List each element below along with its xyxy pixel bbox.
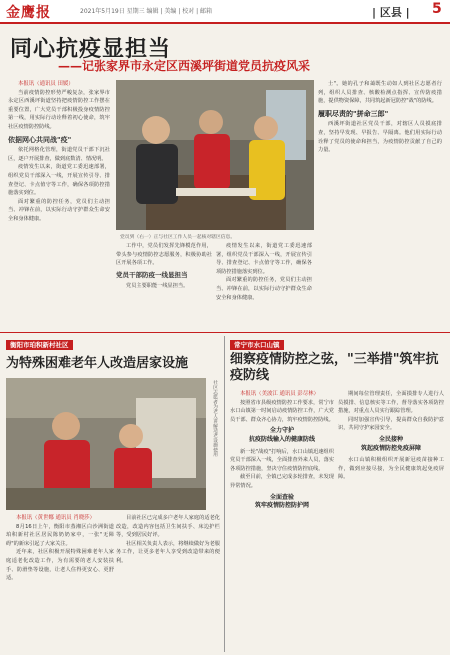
main-paragraph: 党员主要职能一线显担当。 <box>126 283 189 290</box>
main-subheadline: ——记张家界市永定区西溪坪街道党员抗疫风采 <box>58 59 311 73</box>
section-divider <box>0 332 450 333</box>
main-photo-caption: 党员到（右一）正与社区工作人员一起核对辖区信息。 <box>120 235 236 240</box>
main-byline: 本报讯（通讯员 田媛） <box>18 81 74 87</box>
right-paragraph: 新一轮"战疫"打响后，水口山镇迅速组织党员干部深入一线，全面排查外来人员，落实各项防控措施，坚决守住疫情防控底线。 <box>230 448 334 472</box>
main-subhead-2: 党员干部防疫一线显担当 <box>116 270 188 279</box>
main-col-4 <box>318 80 442 328</box>
brand-logo: 金鹰报 <box>6 5 51 21</box>
main-subhead-3: 履职尽责的"拼命三郎" <box>318 109 389 118</box>
left-photo <box>6 378 206 510</box>
right-heading-1: 全力守护 <box>269 427 294 435</box>
right-col-1 <box>230 390 334 652</box>
main-col-3 <box>216 242 312 328</box>
left-col-2 <box>116 514 220 652</box>
main-col-2 <box>116 242 212 328</box>
left-headline: 为特殊困难老年人改造居家设施 <box>6 356 189 371</box>
main-paragraph: 工作中，党员们发挥先锋模范作用，带头参与疫情防控志愿服务，积极协助社区开展各项工作。 <box>116 243 212 267</box>
main-subhead-1: 依据网心共同战"疫" <box>8 135 72 144</box>
right-headline: 细察疫情防控之弦，"三举措"筑牢抗疫防线 <box>230 352 439 383</box>
right-col-2 <box>338 390 444 652</box>
issue-info: 2021年5月19日 星期三 编辑 | 美编 | 校对 | 邮箱 <box>80 8 213 15</box>
main-paragraph: 依托网格化管理，街道党员干部下沉社区，逐户开展排查，做到底数清、情况明。 <box>8 147 110 162</box>
right-section-bar: 常宁市水口山镇 <box>230 340 284 350</box>
left-photo-illustration <box>6 378 206 510</box>
right-paragraph: 水口山镇积极组织开展新冠疫苗接种工作，做到应接尽接，为全民健康筑起免疫屏障。 <box>338 457 444 481</box>
left-paragraph: 目前社区已完成多户老年人家庭的适老化改造，改造内容包括卫生间扶手、床边护栏等，受到居民好评。 <box>116 515 220 539</box>
right-paragraph: 按照省市县级疫情防控工作要求，常宁市水口山镇第一时间启动疫情防控工作，广大党员干部、群众齐心协力，筑牢疫情防控防线。 <box>230 399 334 423</box>
main-col-1 <box>8 80 110 325</box>
right-byline: 本报讯（美波江 通讯员 彭尽林） <box>240 391 319 397</box>
page-number: 5 <box>432 1 442 17</box>
left-paragraph: 8月16日上午，衡阳市蒸湘区白沙洲街道珀积新村社区居民陈奶奶家中，一张"无障碍"的新床引起了大家关注。 <box>6 523 114 547</box>
photo-illustration <box>116 80 314 230</box>
right-heading-3b: 筑起疫情防控免疫屏障 <box>360 444 421 452</box>
main-photo <box>116 80 314 230</box>
main-paragraph: 士"。她的孔子和蔼既生动如人到社区志愿者行列，组织人员排查、核酸检测点指挥、宣传防疫措施，提供物资保障，共同筑起新冠防控"战"的防线。 <box>318 81 442 105</box>
main-paragraph: 疫情发生以来，街道党工委迅速部署，组织党员干部深入一线，开展宣传引导、排查登记、卡点值守等工作，确保各项防控措施落实到位。 <box>216 243 312 275</box>
main-paragraph: 当前疫情防控形势严峻复杂，张家界市永定区西溪坪街道坚持把疫情防控工作摆在重要位置，广大党员干部积极投身疫情防控第一线，用实际行动诠释着初心使命，筑牢社区疫情防控防线。 <box>8 89 110 130</box>
section-name: | 区县 | <box>372 6 410 19</box>
main-paragraph: 面对繁重的防控任务，党员们主动担当、冲锋在前，以实际行动守护群众生命安全和身体健康。 <box>216 277 312 301</box>
right-heading-3: 全民接种 <box>378 435 403 443</box>
right-heading-2: 全面查验 <box>269 493 294 501</box>
main-headline: 同心抗疫显担当 <box>10 37 172 62</box>
left-col-1 <box>6 514 114 652</box>
column-divider <box>224 336 225 652</box>
left-photo-caption: 社区志愿者为老人讲解适老设施使用 <box>212 380 217 457</box>
left-paragraph: 近年来，社区积极开展特殊困难老年人家庭适老化改造工作，为有需要的老人安装扶手、防滑垫等设施，让老人住得更安心、更舒适。 <box>6 549 114 582</box>
right-paragraph: 截至目前，全镇已完成多轮排查，未发现异常情况。 <box>230 474 334 489</box>
main-paragraph: 面对繁重的防控任务，党员们主动担当、冲锋在前，以实际行动守护群众生命安全和身体健康。 <box>8 198 110 222</box>
right-heading-2b: 筑牢疫情防控防护网 <box>254 502 309 510</box>
main-paragraph: 疫情发生以来，街道党工委迅速部署，组织党员干部深入一线，开展宣传引导、排查登记、卡点值守等工作，确保各项防控措施落实到位。 <box>8 164 110 197</box>
left-byline: 本报讯（黄世娜 通讯员 肖晓莎） <box>16 515 95 521</box>
left-section-bar: 衡阳市珀积新村社区 <box>6 340 73 350</box>
right-paragraph: 同时加强宣传引导，提高群众自我防护意识，共同守护家园安全。 <box>338 416 444 432</box>
right-paragraph: 期间每位管理责任，全面摸排专人进行人员摸排、信息核实等工作，督导落实各项防控措施，对重点人员实行跟踪管理。 <box>338 391 444 415</box>
right-heading-1b: 抗疫防线输入的健康防线 <box>248 435 315 443</box>
masthead <box>0 0 450 24</box>
left-paragraph: 社区相关负责人表示，将继续做好为老服务工作，让更多老年人享受到改造带来的便利。 <box>116 540 220 564</box>
main-paragraph: 西溪坪街道社区党员干部，对辖区人员摸底排查，坚持早发现、早报告、早隔离。他们用实际行动诠释了党员的使命和担当，为疫情防控贡献了自己的力量。 <box>318 121 442 154</box>
